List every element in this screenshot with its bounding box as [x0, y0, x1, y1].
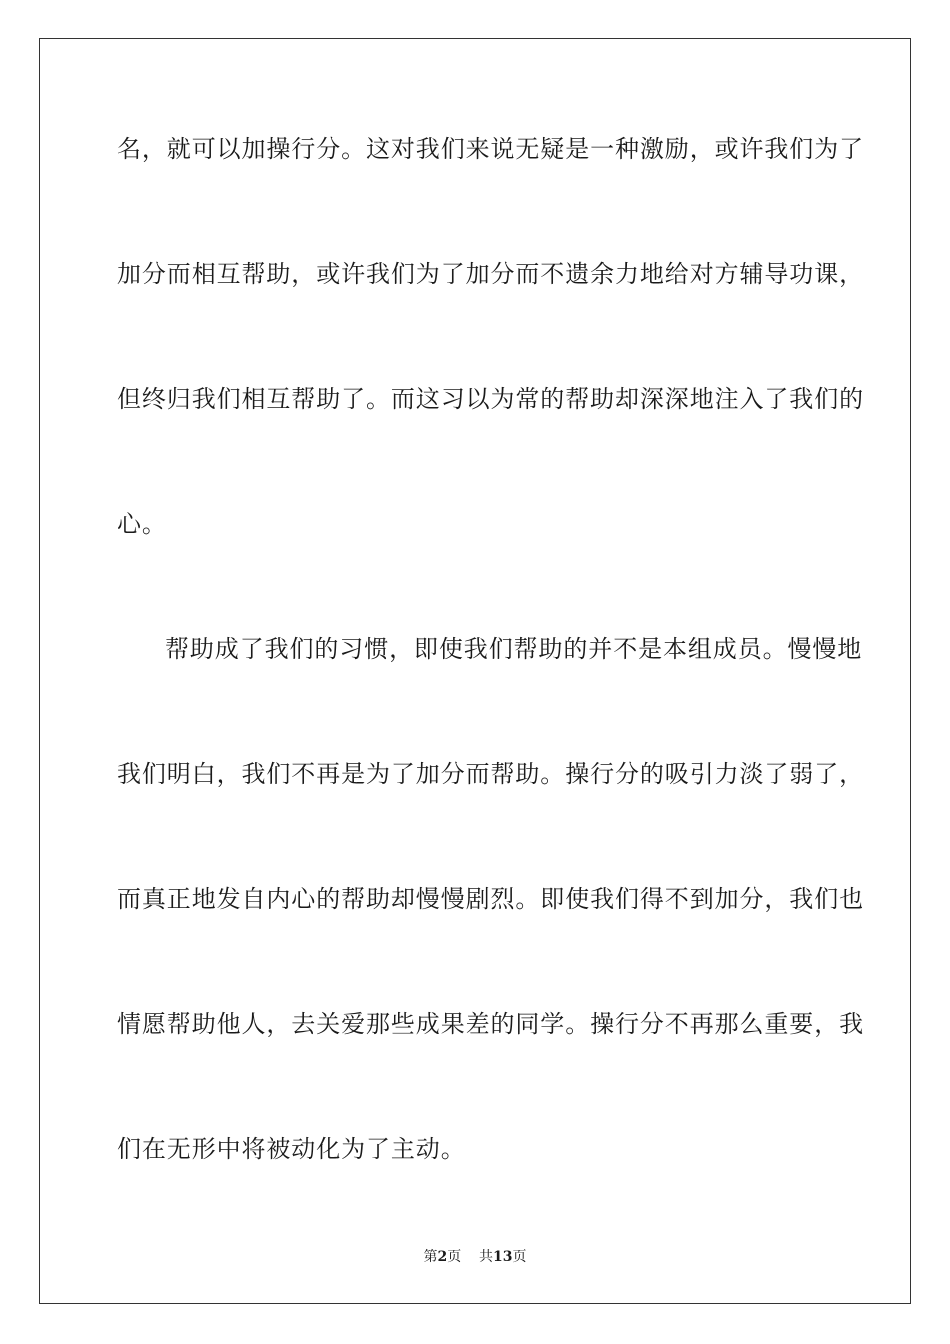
body-line-4: 心。 [117, 510, 167, 538]
paragraph-start-line: 帮助成了我们的习惯，即使我们帮助的并不是本组成员。慢慢地 [165, 635, 863, 663]
body-line-8: 情愿帮助他人，去关爱那些成果差的同学。操行分不再那么重要，我 [117, 1010, 864, 1038]
total-pages-indicator: 共13页 [479, 1249, 527, 1265]
body-line-9: 们在无形中将被动化为了主动。 [117, 1135, 466, 1163]
body-line-2: 加分而相互帮助，或许我们为了加分而不遗余力地给对方辅导功课， [117, 260, 864, 288]
page-border [39, 38, 911, 1304]
page-footer [0, 1248, 950, 1266]
body-line-1: 名，就可以加操行分。这对我们来说无疑是一种激励，或许我们为了 [117, 135, 864, 163]
body-line-3: 但终归我们相互帮助了。而这习以为常的帮助却深深地注入了我们的 [117, 385, 864, 413]
body-line-7: 而真正地发自内心的帮助却慢慢剧烈。即使我们得不到加分，我们也 [117, 885, 864, 913]
page-indicator: 第2页 [423, 1249, 462, 1265]
body-line-6: 我们明白，我们不再是为了加分而帮助。操行分的吸引力淡了弱了， [117, 760, 864, 788]
